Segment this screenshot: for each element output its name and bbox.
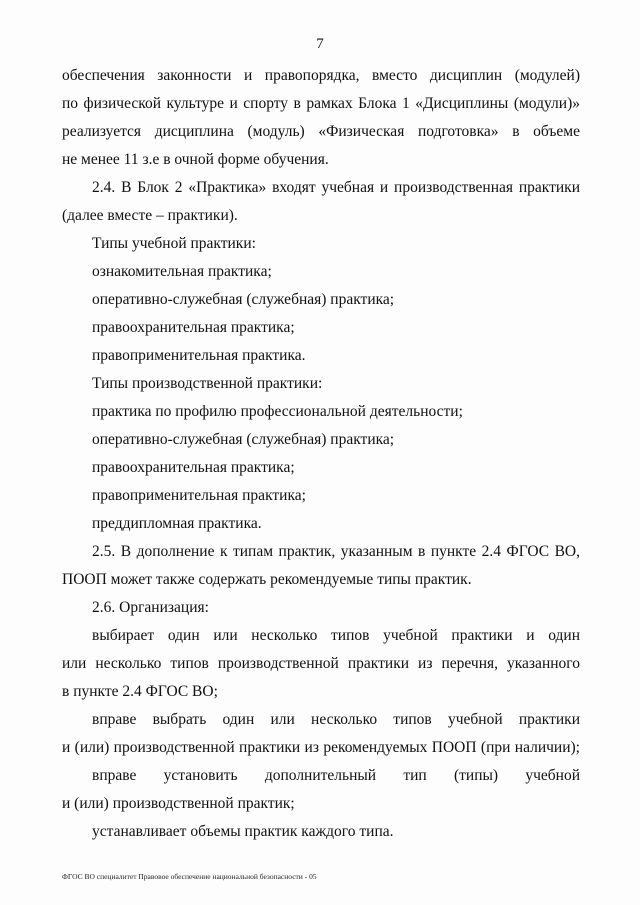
text-line: выбирает один или несколько типов учебной практики и один — [92, 627, 580, 644]
page-number: 7 — [316, 36, 324, 52]
list-item: правоохранительная практика; — [92, 459, 295, 476]
list-item: правоприменительная практика; — [92, 487, 306, 504]
text-line: обеспечения законности и правопорядка, вместо дисциплин (модулей) — [62, 67, 580, 84]
list-item: правоохранительная практика; — [92, 319, 295, 336]
text-line: по физической культуре и спорту в рамках Блока 1 «Дисциплины (модули)» — [62, 95, 580, 112]
text-line: вправе выбрать один или несколько типов учебной практики — [92, 711, 580, 728]
text-line: и (или) производственной практики из рекомендуемых ПООП (при наличии); — [62, 739, 580, 756]
paragraph-2-5: 2.5. В дополнение к типам практик, указанным в пункте 2.4 ФГОС ВО, — [92, 543, 580, 560]
text-line: или несколько типов производственной практики из перечня, указанного — [62, 655, 580, 672]
text-line: и (или) производственной практик; — [62, 795, 295, 812]
list-heading: Типы учебной практики: — [92, 235, 256, 252]
page-footer: ФГОС ВО специалитет Правовое обеспечение национальной безопасности - 05 — [62, 872, 317, 881]
paragraph-2-6: 2.6. Организация: — [92, 599, 209, 616]
list-item: правоприменительная практика. — [92, 347, 306, 364]
text-line: ПООП может также содержать рекомендуемые типы практик. — [62, 571, 472, 588]
text-line: реализуется дисциплина (модуль) «Физическая подготовка» в объеме — [62, 123, 580, 140]
text-line: (далее вместе – практики). — [62, 207, 238, 224]
text-line: вправе установить дополнительный тип (типы) учебной — [92, 767, 580, 784]
list-heading: Типы производственной практики: — [92, 375, 323, 392]
text-line: не менее 11 з.е в очной форме обучения. — [62, 151, 329, 168]
text-line: в пункте 2.4 ФГОС ВО; — [62, 683, 218, 700]
paragraph-2-4: 2.4. В Блок 2 «Практика» входят учебная и производственная практики — [92, 179, 580, 196]
text-line: устанавливает объемы практик каждого типа. — [92, 823, 394, 840]
list-item: оперативно-служебная (служебная) практика; — [92, 431, 395, 448]
list-item: ознакомительная практика; — [92, 263, 272, 280]
list-item: преддипломная практика. — [92, 515, 262, 532]
list-item: оперативно-служебная (служебная) практика; — [92, 291, 395, 308]
list-item: практика по профилю профессиональной деятельности; — [92, 403, 463, 420]
